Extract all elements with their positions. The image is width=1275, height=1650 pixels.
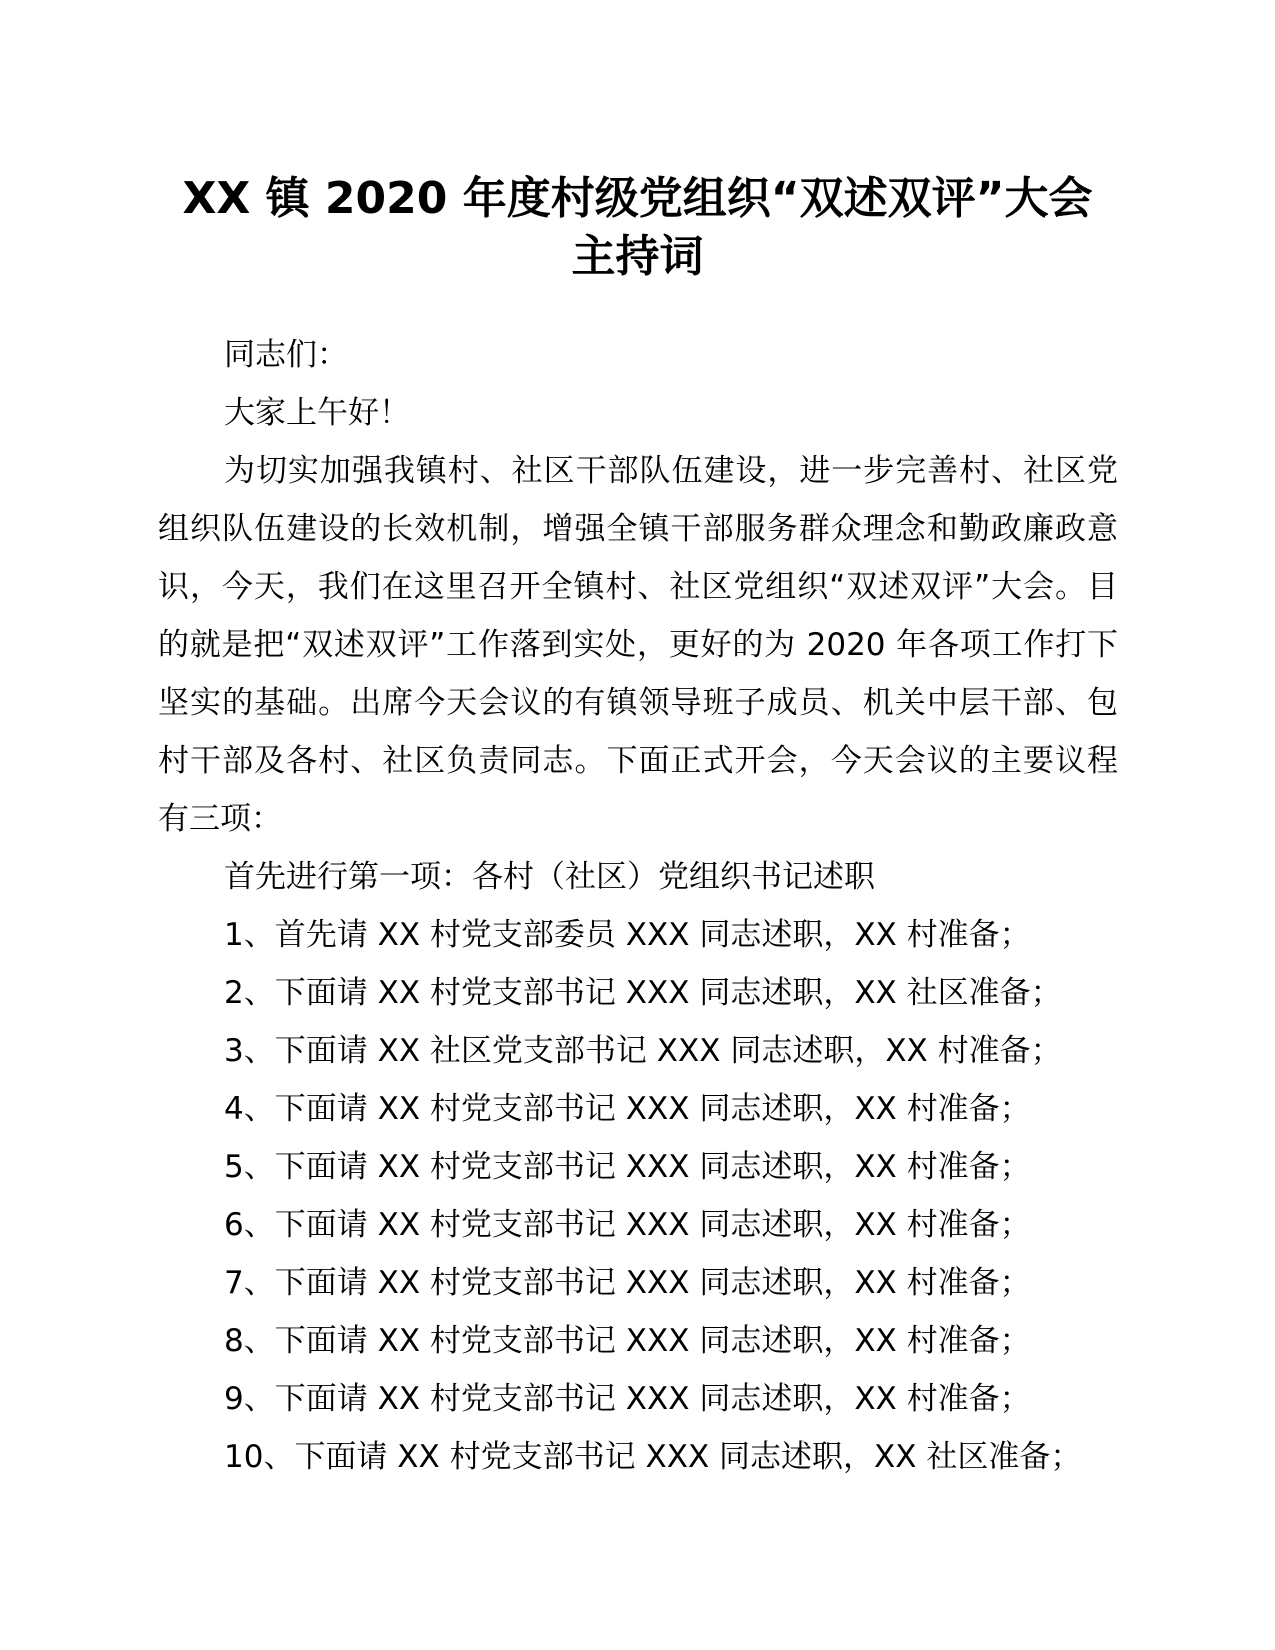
list-item: 5、下面请 XX 村党支部书记 XXX 同志述职，XX 村准备；	[224, 1149, 1031, 1185]
salutation: 同志们：	[224, 337, 348, 373]
list-item: 1、首先请 XX 村党支部委员 XXX 同志述职，XX 村准备；	[224, 917, 1031, 953]
title-line-2: 主持词	[571, 231, 704, 282]
list-item: 2、下面请 XX 村党支部书记 XXX 同志述职，XX 社区准备；	[224, 975, 1062, 1011]
list-item: 4、下面请 XX 村党支部书记 XXX 同志述职，XX 村准备；	[224, 1091, 1031, 1127]
agenda-first-item: 首先进行第一项：各村（社区）党组织书记述职	[224, 859, 875, 895]
list-item: 8、下面请 XX 村党支部书记 XXX 同志述职，XX 村准备；	[224, 1323, 1031, 1359]
list-item: 9、下面请 XX 村党支部书记 XXX 同志述职，XX 村准备；	[224, 1381, 1031, 1417]
title-line-1: XX 镇 2020 年度村级党组织“双述双评”大会	[182, 173, 1093, 224]
document-body	[158, 326, 1118, 1486]
greeting: 大家上午好！	[224, 395, 410, 431]
list-item: 3、下面请 XX 社区党支部书记 XXX 同志述职，XX 村准备；	[224, 1033, 1062, 1069]
document-title	[150, 170, 1125, 286]
list-item: 6、下面请 XX 村党支部书记 XXX 同志述职，XX 村准备；	[224, 1207, 1031, 1243]
intro-paragraph: 为切实加强我镇村、社区干部队伍建设，进一步完善村、社区党组织队伍建设的长效机制，增强全镇干部服务群众理念和勤政廉政意识，今天，我们在这里召开全镇村、社区党组织“双述双评”大会。目的就是把“双述双评”工作落到实处，更好的为 2020 年各项工作打下坚实的基础。出席今天会议的有镇领导班子成员、机关中层干部、包村干部及各村、社区负责同志。下面正式开会，今天会议的主要议程有三项：	[158, 453, 1118, 837]
list-item: 10、下面请 XX 村党支部书记 XXX 同志述职，XX 社区准备；	[224, 1439, 1082, 1475]
list-item: 7、下面请 XX 村党支部书记 XXX 同志述职，XX 村准备；	[224, 1265, 1031, 1301]
